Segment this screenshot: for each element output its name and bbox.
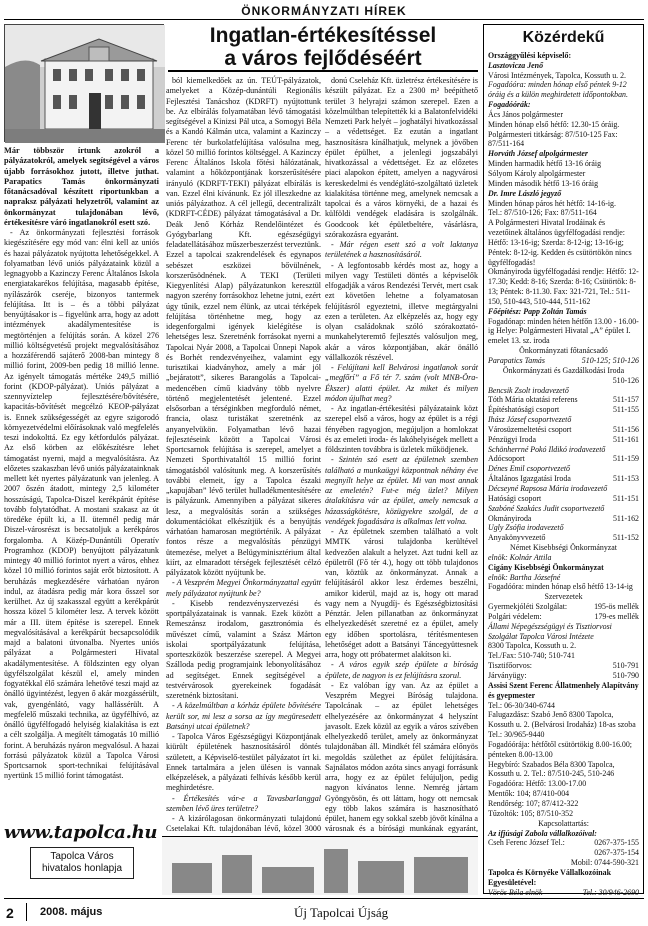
info-line: Fogadóórája: hétfőtől csütörtökig 8.00-16.00; pénteken 8.00-13.00 bbox=[488, 739, 632, 759]
info-line: Tapolca és Környéke Vállalkozóinak Egyesületével: bbox=[488, 867, 611, 887]
info-value: 511-156 bbox=[612, 424, 639, 434]
headline-line-1: Ingatlan-értékesítéssel bbox=[209, 24, 437, 47]
info-line: Dr. Imre László jegyző bbox=[488, 188, 562, 198]
info-row bbox=[488, 888, 639, 898]
info-value: 511-151 bbox=[612, 493, 639, 503]
info-row bbox=[488, 602, 639, 612]
info-label: Cseh Ferenc József Tel.: bbox=[488, 838, 565, 848]
info-row bbox=[488, 395, 639, 405]
headline-line-2: a város fejlődéséért bbox=[224, 47, 422, 70]
page-number: 2 bbox=[6, 905, 14, 921]
info-label: Tisztifőorvos: bbox=[488, 661, 532, 671]
info-row bbox=[488, 671, 639, 681]
info-value: 511-157 bbox=[612, 395, 639, 405]
public-info-box bbox=[483, 24, 644, 897]
info-label: Városüzemeltetési csoport bbox=[488, 424, 572, 434]
paragraph: - A város egyik szép épülete a bíróság épülete, de nagyon is ez felújításra szorul. bbox=[325, 660, 478, 680]
paragraph: - A legfontosabb kérdés most az, hogy a milyen vagy Testületi döntés a képviselők elfogadják a város Rendezési Tervét, mert csak ezt követően lehetne a folyamatosan felújításról egyeztetni, illetve megtárgyalni ezen a területen. Az elképzelés az, hogy egy olyan családoknak szóló szórakoztató-munkahelyteremtő fejlesztés valósuljon meg, akár a város központjában, akár önálló vállalkozók részével. bbox=[325, 260, 478, 362]
paragraph: - A közelmúltban a kórház épülete bővítésére került sor, mi lesz a sorsa az így megüresedett Batsányi utcai épületnek? bbox=[166, 701, 321, 731]
info-label: Anyakönyvvezető bbox=[488, 533, 546, 543]
info-label: Pénzügyi Iroda bbox=[488, 434, 536, 444]
running-head: ÖNKORMÁNYZATI HÍREK bbox=[4, 2, 644, 20]
info-label: Vörös Béla elnök bbox=[488, 887, 543, 897]
info-line: Hegybíró: Szabados Béla 8300 Tapolca, Kossuth u. 2. Tel.: 87/510-245, 510-246 bbox=[488, 759, 615, 779]
info-line: Décseyné Rapsosa Mária irodavezető bbox=[488, 483, 608, 493]
info-line: Szabóné Szakács Judit csoportvezető bbox=[488, 503, 605, 513]
info-line: elnök: Bartha Józsefné bbox=[488, 572, 561, 582]
info-label: Általános Igazgatási Iroda bbox=[488, 474, 571, 484]
info-label: Rendőrség: 107; 87/412-322 bbox=[488, 798, 579, 808]
paragraph: - Az önkormányzati fejlesztési források kiegészítésére egy mód van: élni kell az uniós és hazai pályázatok nyújtotta lehetőségekkel. A folyamatban lévő uniós pályázataink közül a legnagyobb a Kazinczy Ferenc Általános Iskola energiatakarékos felújítása, magasabb építése, nyílászárók cseréje, bizonyos tantermek felújítása. Itt is – és a többi pályázat benyújtásakor is – figyelünk arra, hogy az adott intézmények akadálymentesítése is megtörténjen a felújítás során. A közel 276 millió költségvetésű projekt megvalósításához a hozzáférendő sajáterő 2008-ban mintegy 8 millió forint, 2009-ben pedig 18 millió lenne. Az igényelt támogatás mértéke 249,5 millió forint (KDOP-pályázat). Uniós pályázat a szennyvíztelep fejlesztésére/bővítésére, kapacitás-bővítését megcélzó KEOP-pályázat is. Ennek szükségességét az egyre szigorodó környezetvédelmi előírásoknak való megfelelés teszi indokolttá. Ez egy kétfordulós pályázat. Az első körben az előkészítésre lehet támogatást nyerni, majd a megvalósításra. Az előzetes szakaszban lévő uniós pályázatainknak mellett két nyertes pályázatunk van jelenleg. A 2007 őszén átadott, mintegy 2,5 kilométer hosszúságú, Tapolca-Diszel kerékpárút építése tovább folytatódhat. A mostani szakasz az út töredéke épült ki, a II. ütemnél pedig már Diszel-városrészt is becsatoljuk a kerékpáros forgalomba. A Közép-Dunántúli Operatív Programhoz (KDOP) benyújtott pályázatunk mintegy 40 millió forintot nyert a város, ehhez közel 10 millió forintos saját erőt biztosított. A beruházás megkezdésére várhatóan nyáron indul, az átadásra pedig már kora ősszel sor kerülhet. Az új szakasszal együtt a kerékpárút hossza közel 5 kilométer lesz. A tervek között már a III. ütem építése is szerepel. Ennek megvalósításával a kerékpárút becsapcsolódik majd a balatoni útvonalba. Nyertes uniós pályázat a Polgármesteri Hivatal akadálymentesítése. A földszinten egy olyan ügyfélszolgálat készül el, amely minden fogyatékkal élő számára lehetővé teszi majd az önálló ügyintézést, legyen ő akár mozgássérült, vak, gyengénlátó, vagy hallássérült. A megfelelő műszaki technika, az ügyfélhívó, az önálló ügyfélfogadó helyiség kialakítása is ezt a célt szolgálja. A megítélt támogatás 10 millió forint. A beruházás nyáron megvalósul. A hazai forrású pályázatok közül a Tapolca Városi Sportcsarnok sport-technikai felújításával nyertünk 15 millió forint támogatást. bbox=[4, 228, 159, 781]
info-row bbox=[488, 838, 639, 848]
info-line: Polgármesteri titkárság: 87/510-125 Fax: 87/511-164 bbox=[488, 129, 618, 149]
info-value: 195-ös mellék bbox=[594, 602, 639, 612]
paragraph: - Tapolca Város Egészségügyi Központjának kiürült épületének hasznosításáról döntés született, a Képviselő-testület pályázatot írt ki. Ennek tartalmára a jelen ülésen is vannak elképzelések, a pályázati felhívás később kerül meghirdetésre. bbox=[166, 732, 321, 793]
info-value: 0267-375-155 bbox=[594, 838, 639, 848]
info-line: Városi Intézmények, Tapolca, Kossuth u. 2. bbox=[488, 70, 627, 80]
info-line: Ihász József csoportvezető bbox=[488, 415, 572, 425]
paragraph: - Értékesítés vár-e a Tavasbarlanggal szemben lévő üres területre? bbox=[166, 793, 321, 813]
info-line: Bencsik Zsolt irodavezető bbox=[488, 385, 569, 395]
info-line: A Polgármesteri Hivatal Irodáinak és vezetőinek általános ügyfélfogadási rendje: Hétfő: 13-16-ig; Szerda: 8-12-ig; 13-16-ig; Péntek: 8-12-ig. Kedden és csütörtökön nincs ügyfélfogadás! bbox=[488, 218, 632, 267]
footer-divider bbox=[26, 903, 27, 921]
info-line: Tel.: 87/510-126; Fax: 87/511-164 bbox=[488, 208, 597, 218]
info-row bbox=[488, 858, 639, 868]
info-line: Fogadóóra: minden hónap első hétfő 13-14-ig bbox=[488, 582, 633, 592]
info-label: Építéshatósági csoport bbox=[488, 405, 560, 415]
info-line: Ács János polgármester bbox=[488, 109, 563, 119]
info-line: Cigány Kisebbségi Önkormányzat bbox=[488, 562, 604, 572]
headline bbox=[168, 24, 478, 72]
info-line: Fogadóóra: minden hónap első péntek 9-12 óráig és a külön meghirdetett időpontokban. bbox=[488, 80, 628, 100]
info-line: Minden hónap páros hét hétfő: 14-16-ig. bbox=[488, 198, 616, 208]
info-line: Minden hónap első hétfő: 12.30-15 óráig. bbox=[488, 119, 620, 129]
info-line: Ugly Zsófia irodavezető bbox=[488, 523, 564, 533]
website-note: Tapolca Város hivatalos honlapja bbox=[30, 847, 134, 879]
info-row bbox=[488, 435, 639, 445]
paragraph: - Kisebb rendezvényszervezési és sportpályázatainak is vannak. Ezek között a Remeszánsz irodalom, gasztronómia és művészet című, valamint a Szász Márton iskolai sportpályázatunk felújítása, sporteszközök beszerzése szerepel. A Megyei Szálloda pedig programjaink lebonyolításához ad segítséget. Ennek segítségével a testvérvárosok gyerekeinek fogadását szeretnénk biztosítani. bbox=[166, 598, 321, 700]
info-value: 511-162 bbox=[612, 513, 639, 523]
info-value: Mobil: 0744-590-321 bbox=[570, 858, 639, 868]
info-label: Adócsoport bbox=[488, 454, 525, 464]
info-line: Minden harmadik hétfő 13-16 óráig bbox=[488, 159, 602, 169]
public-info-list bbox=[488, 51, 639, 898]
info-row bbox=[488, 514, 639, 524]
info-line: Szervezetek bbox=[544, 592, 583, 602]
info-label: Járványügy: bbox=[488, 671, 527, 680]
info-line: Minden második hétfő 13-16 óráig bbox=[488, 178, 599, 188]
info-line: Tel.: 06-30/340-6744 bbox=[488, 700, 555, 710]
info-line: Főépítész: Papp Zoltán Tamás bbox=[488, 306, 587, 316]
info-line: Lasztovicza Jenő bbox=[488, 60, 544, 70]
info-line: Az ifjúsági Zabola vállalkozóival: bbox=[488, 828, 597, 838]
info-row bbox=[488, 533, 639, 543]
paragraph: - Az épületnek szemben található a volt MMTK városi tulajdonba kerültével kedvezően alakult a helyzet. Azt tudni kell az épületről (Fő tér 4.), hogy ott több tulajdonos van, köztük az önkormányzat. Annak a felújításáról akkor lesz érdemes beszélni, amikor kiderül, majd az is, hogy ott marad vagy nem a Nyugdíj- és Egészségbiztosítási Pénztár. Jelen pillanatban az önkormányzat elhelyezkedését szeretné ez a épület, amely egy időben sportolásra, térítésmentesen lehetőséget adott a Batsányi Táncegyüttesnek arra, hogy ott próbatermet alakítson ki. bbox=[325, 527, 478, 659]
info-line: Önkormányzati és Gazdálkodási Iroda bbox=[502, 365, 625, 375]
info-line: Tel./Fax: 510-740; 510-741 bbox=[488, 651, 575, 661]
info-row bbox=[488, 494, 639, 504]
decorative-strip-image bbox=[162, 837, 478, 895]
info-value: 511-152 bbox=[612, 533, 639, 543]
info-value: 510-126 bbox=[612, 375, 639, 385]
info-row bbox=[488, 661, 639, 671]
website-url[interactable]: www.tapolca.hu bbox=[4, 822, 158, 843]
info-line: Falugazdász: Szabó Jenő 8300 Tapolca, Kossuth u. 2. (Belvárosi Irodaház) 18-as szoba Tel.: 30/965-9440 bbox=[488, 710, 636, 740]
info-line: Fogadóóra: Hétfő: 13.00-17.00 bbox=[488, 779, 587, 789]
info-line: elnök: Kolnár Attila bbox=[488, 552, 552, 562]
info-line: 8300 Tapolca, Kossuth u. 2. bbox=[488, 641, 577, 651]
info-line: Assisi Szent Ferenc Állatmenhely Alapítvány és gyepmester bbox=[488, 680, 639, 700]
info-label: Tóth Mária oktatási referens bbox=[488, 395, 578, 405]
info-row bbox=[488, 799, 639, 809]
info-row bbox=[488, 405, 639, 415]
town-hall-photo bbox=[4, 24, 164, 142]
info-value: 510-791 bbox=[612, 661, 639, 671]
info-line: Országgyűlési képviselő: bbox=[488, 50, 572, 60]
paragraph: - A kizárólagosan önkormányzati tulajdonú Csetelakai Kft. tulajdonában lévő, közel 3000 bbox=[166, 814, 321, 834]
info-line: Német Kisebbségi Önkormányzat bbox=[510, 543, 617, 553]
paragraph: Már többször írtunk azokról a pályázatokról, amelyek segítségével a város újabb forrásokhoz jutott, illetve juthat. Parapatics Tamás önkormányzati főtanácsadóval készített riportunkban a napraksz pályázati helyzetről, valamint az önkormányzat tulajdonában lévő, értékesítésre váró ingatlanokról esett szó. bbox=[4, 146, 159, 227]
info-label: Hatósági csoport bbox=[488, 493, 542, 503]
page-footer bbox=[4, 898, 644, 922]
info-line: Okmányiroda ügyfélfogadási rendje: Hétfő: 12-17.30; Kedd: 8-16; Szerda: 8-16; Csütörtök: 8-13; Péntek: 8-11.30. Fax: 321-721, Tel.: 511-150, 510-443, 510-444, 511-162 bbox=[488, 267, 639, 306]
info-value: Tel.: 30/946-2690 bbox=[582, 887, 639, 897]
decorative-strip bbox=[162, 836, 478, 894]
info-line: Fogadónap: minden héten hétfőn 13.00 - 16.00-ig Helye: Polgármesteri Hivatal „A” épület I. emelet 13. sz. iroda bbox=[488, 316, 639, 346]
info-line: Kapcsolattartás: bbox=[538, 818, 589, 828]
info-row bbox=[488, 789, 639, 799]
issue-date: 2008. május bbox=[40, 906, 103, 918]
paragraph: - A Veszprém Megyei Önkormányzattal együtt mely pályázatot nyújtunk be? bbox=[166, 578, 321, 598]
info-value: 511-161 bbox=[612, 434, 639, 444]
info-row bbox=[488, 425, 639, 435]
paragraph: - Szintén szó esett az épületnek szemben található a munkaügyi központnak néhány éve megnyílt helye az épület. Mi van most annak az emeletén? Fut-e még üzlet? Milyen átalakításra vár az épület, amely nemcsak a házasságkötésre, közügyekre szolgál, de a vendégek fogadására is alkalmas lett volna. bbox=[325, 455, 478, 526]
info-line: Önkormányzati főtanácsadó bbox=[519, 346, 608, 356]
info-label: Parapatics Tamás bbox=[488, 356, 545, 365]
info-line: Sólyom Károly alpolgármester bbox=[488, 168, 586, 178]
town-hall-image bbox=[5, 25, 165, 143]
info-row bbox=[488, 376, 639, 386]
info-value: 511-159 bbox=[612, 454, 639, 464]
info-row bbox=[488, 474, 639, 484]
info-line: Állami Népegészségügyi és Tisztiorvosi Szolgálat Tapolca Városi Intézete bbox=[488, 621, 612, 641]
info-row bbox=[488, 809, 639, 819]
info-label: Okmányiroda bbox=[488, 513, 532, 523]
info-label: Mentők: 104; 87/410-004 bbox=[488, 789, 570, 799]
info-line: Schönherrné Pokó Ildikó irodavezető bbox=[488, 444, 606, 454]
info-label: Polgári védelem: bbox=[488, 611, 542, 621]
newspaper-name: Új Tapolcai Újság bbox=[294, 905, 389, 920]
paragraph: ból kiemelkedőek az ún. TEÚT-pályázatok, amelyeket a Közép-dunántúli Regionális Fejlesztési Tanácshoz (KDRFT) nyújtottunk be. Az elbírálás folyamatában lévő támogatási segítségével a Kinizsi Pál utca, a Somogyi Béla és a Kandó Kálmán utca, valamint a Kazinczy Ferenc tér burkolatfelújítása valósulna meg, közel 50 millió forintos költséggel. A Kazinczy Ferenc Általános Iskola főtési hálózatának, valamint a hőközpontjának korszerűsítésére irányuló (KDRFT-TEKI) pályázat elbírálás is van. Ezzel élni kívánunk. Ez jól illeszkedne az uniós pályázathoz. A cél jellegű, decentralizált (KDRFT-CÉDE) pályázat támogatásával a Dr. Deák Jenő Kórház Rendelőintézet és Gyógybarlang Kft. egészségügyi feladatellátásához műszerbeszerzést terveztünk. Ezzel a tapolcai szakrendelések és egynapos sebészet eszközei bővülnének, korszerűsödnének. A TEKI (Területi Kiegyenlítési Alap) pályázatunkon keresztül nagyon szerény forrásokhoz lehetne jutni, ezért úgy tűnik, ezzel nem élünk, az utcai térképek felújítása történhetne meg, hogy az idegenforgalmi igények kielégítése is lehetséges lesz. Szeretnénk forrásokat nyerni a Tapolcai Nyár 2008, a Tapolcai Ünnepi Napok és Borhét rendezvényeihez, valamint egy turisztikai kiadványhoz, amely a már jól „bejáratott”, sikeres Barangolás a Tapolcai-medencében című kiadvány több nyelvre történő megjelentetését jelentené. Ezzel elsősorban a térséginkben megforduló német, francia, olasz turistákat szeretnénk az anyanyelvükön. Folyamatban lévő hazai fejlesztéseink között a Tapolcai Városi Sportcsarnok felújítása is szerepel, amelyet a Nemzeti Sporthivataltól 15 millió forint támogatásból valósítunk meg. A korszerűsítés további elemeit, így a Tapolca északi „kapujában” lévő terület hulladékmentesítésére is pályázunk. Amennyiben a pályázat sikeres lesz, a megvalósítás során a szükséges dokumentációkat elkészítjük és a benyújtás várhatóan hamarosan megtörténik. A pályázat fontos része a megvalósítás pénzügyi ütemezése, melyet a Belügyminisztérium által kiírt, az elmaradott térségek fejlesztését célzó pályázatok között nyújtunk be. bbox=[166, 76, 321, 577]
info-row bbox=[488, 612, 639, 622]
paragraph: - Már régen esett szó a volt laktanya területének a hasznosításáról. bbox=[325, 240, 478, 260]
info-value: 510-125; 510-126 bbox=[581, 356, 639, 365]
info-line: Dénes Emil csoportvezető bbox=[488, 464, 570, 474]
paragraph: - Ez valóban így van. Az az épület a Veszprém Megyei Bíróság tulajdona. Tapolcának – az épület lehetséges elhelyezésére az önkormányzat 4 helyszínt javasolt. Ezek közül az egyik a város szívében elhelyezkedő terület, amely az önkormányzat tulajdonában áll. Mindkét fél számára előnyös megoldás születhet az épület felújítására. Sajnálatos módon azóta sincs anyagi forrásunk arra, hogy ez az épület felújuljon, pedig nagyon kívánatos lenne. Nemrég jártam Gyöngyösön, és ott láttam, hogy ott nemcsak egy több lakos számára is hasznosítható épület, hanem egy sokkal szebb jövőt kínálna a városnak és a bírósági munkának egyaránt, bbox=[325, 680, 478, 834]
info-line: Horváth József alpolgármester bbox=[488, 149, 588, 159]
article-column-2 bbox=[166, 76, 321, 834]
info-label: Tűzoltók: 105; 87/510-352 bbox=[488, 808, 574, 818]
paragraph: - Felújítani kell Belvárosi ingatlanok sorát „megfőrí” a Fő tér 7. szám (volt MNB-Öra-Ékszer) alatti épület. Az miket és milyen módon újulhat meg? bbox=[325, 363, 478, 403]
paragraph: donú Cseleház Kft. üzletrész értékesítésére is készült pályázat. Ez a 2300 m² beépíthető terület 3 helyrajzi számon szerepel. Ezen a közelmúltban telepítették ki a Balatonfelvidéki Nemzeti Park helyét – joghatályi hivatkozással – a védettséget. Ez ezután a ingatlant hasznosításra kínálhatjuk, melynek a jövőben épület épülhet, a jelenlegi jogszabályi hivatkozással a védettséget. Ez az előzetes piaci alapokon épített, amelyen a nagyvárosi kereskedelmi és vendéglátó-szolgáltató üzletek kialakítása történne meg, amelynek nemcsak a tapolcai és a város környéki, de a hazai és külföldi vendégek eladására is szolgálnák. Goodcook két épületbeltére, vásárlásra, szórakozásra egyaránt. bbox=[325, 76, 478, 239]
info-value: 511-155 bbox=[612, 405, 639, 415]
article-column-3 bbox=[325, 76, 478, 834]
info-row bbox=[488, 454, 639, 464]
info-value: 179-es mellék bbox=[594, 611, 639, 621]
website-promo bbox=[4, 822, 159, 892]
article-column-1 bbox=[4, 146, 159, 818]
info-value: 511-153 bbox=[612, 474, 639, 484]
info-label: Gyermekjóléti Szolgálat: bbox=[488, 602, 568, 612]
info-line: Fogadóórák: bbox=[488, 100, 531, 110]
public-info-title: Közérdekű bbox=[522, 29, 605, 46]
info-value: 0267-375-154 bbox=[594, 848, 639, 858]
info-value: 510-790 bbox=[612, 671, 639, 680]
info-row bbox=[488, 356, 639, 366]
info-row bbox=[488, 848, 639, 858]
paragraph: - Az ingatlan-értékesítési pályázataink közt szerepel első a város, hogy az épület is a régi fényében ragyogjon, megújuljon a homlokzat és az emeleti iroda- és lakóhelyiségek mellett a földszinten továbbra is üzletek működjenek. bbox=[325, 404, 478, 454]
